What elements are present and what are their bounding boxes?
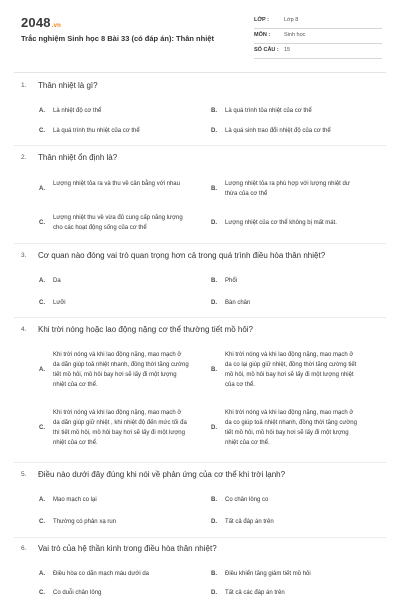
option-text: Phổi — [225, 278, 238, 284]
logo-suffix: .vn — [51, 23, 62, 29]
option-text: Lưỡi — [53, 300, 66, 306]
question-2 — [0, 152, 400, 231]
question-3 — [0, 250, 400, 306]
option-text: Khi trời nóng và khi lao động nặng, mao mạch ở da dãn giúp giữ nhiệt , khi nhiệt độ đến mức tối đa thì tiết mồ hôi, mồ hôi bay hơi sẽ lấy đi một lượng nhiệt của cơ thể. — [53, 410, 187, 446]
question-text: Khi trời nóng hoặc lao động nặng cơ thể thường tiết mồ hôi? — [38, 325, 254, 334]
info-value: 15 — [284, 47, 291, 53]
question-4 — [0, 324, 400, 446]
info-row-subject — [254, 29, 382, 44]
option-letter: B. — [211, 108, 217, 114]
question-head — [0, 80, 400, 94]
option-text: Là quá trình tỏa nhiệt của cơ thể — [225, 108, 312, 114]
option-text: Da — [53, 278, 61, 284]
option-text: Co chân lông co — [225, 497, 269, 503]
option-letter: B. — [211, 571, 217, 577]
page-title: Trắc nghiệm Sinh học 8 Bài 33 (có đáp án): Thân nhiệt — [21, 34, 214, 43]
page-header — [0, 0, 400, 72]
option-letter: D. — [211, 128, 217, 134]
option-letter: C. — [39, 519, 45, 525]
option-letter: D. — [211, 425, 217, 431]
question-divider — [14, 317, 386, 318]
question-head — [0, 152, 400, 166]
option-letter: B. — [211, 186, 217, 192]
option-text: Lượng nhiệt của cơ thể không bị mất mát. — [225, 220, 337, 226]
option-text: Tất cả các đáp án trên — [225, 590, 285, 596]
question-number: 4. — [21, 326, 27, 333]
option-letter: A. — [39, 367, 45, 373]
option-text: Lượng nhiệt thu về vừa đủ cung cấp năng lượng cho các hoạt động sống của cơ thể — [53, 215, 183, 231]
option-text: Là quá sinh trao đổi nhiệt độ của cơ thể — [225, 128, 331, 134]
question-1 — [0, 80, 400, 134]
option-text: Thường có phản xạ run — [53, 519, 116, 525]
option-text: Co duỗi chân lông — [53, 590, 102, 596]
question-text: Điều nào dưới đây đúng khi nói về phản ứng của cơ thể khi trời lạnh? — [38, 470, 286, 479]
question-text: Vai trò của hệ thần kinh trong điều hòa thân nhiệt? — [38, 544, 217, 553]
info-row-class — [254, 14, 382, 29]
option-letter: A. — [39, 571, 45, 577]
question-text: Thân nhiệt ổn định là? — [38, 153, 118, 162]
question-number: 1. — [21, 82, 27, 89]
question-divider — [14, 145, 386, 146]
header-divider — [14, 72, 386, 73]
question-5 — [0, 469, 400, 525]
option-text: Khi trời nóng và khi lao động nặng, mao mạch ở da dãn giúp toả nhiệt nhanh, đồng thời tăng cường tiết mồ hôi, mồ hôi bay hơi sẽ lấy đi một lượng nhiệt của cơ thể. — [53, 352, 189, 388]
info-table — [254, 14, 382, 59]
option-text: Điều hòa co dãn mạch máu dưới da — [53, 571, 150, 577]
option-letter: B. — [211, 278, 217, 284]
option-letter: D. — [211, 519, 217, 525]
question-head — [0, 469, 400, 483]
info-value: Sinh học — [284, 32, 306, 38]
option-letter: B. — [211, 497, 217, 503]
question-text: Thân nhiệt là gì? — [38, 81, 98, 90]
option-letter: C. — [39, 128, 45, 134]
option-text: Mao mạch co lại — [53, 497, 97, 503]
question-head — [0, 543, 400, 557]
option-letter: D. — [211, 590, 217, 596]
question-number: 3. — [21, 252, 27, 259]
info-key: SỐ CÂU : — [254, 47, 279, 53]
option-letter: A. — [39, 497, 45, 503]
option-text: Lượng nhiệt tỏa ra và thu về cân bằng với nhau — [53, 181, 180, 187]
option-letter: C. — [39, 300, 45, 306]
question-head — [0, 250, 400, 264]
site-logo[interactable] — [21, 15, 61, 30]
option-letter: D. — [211, 300, 217, 306]
option-letter: A. — [39, 186, 45, 192]
logo-text: 2048 — [21, 15, 51, 30]
info-value: Lớp 8 — [284, 17, 299, 23]
option-letter: C. — [39, 590, 45, 596]
question-text: Cơ quan nào đóng vai trò quan trọng hơn cả trong quá trình điều hòa thân nhiệt? — [38, 251, 326, 260]
question-head — [0, 324, 400, 338]
info-row-count — [254, 44, 382, 59]
question-divider — [14, 462, 386, 463]
option-text: Là quá trình thu nhiệt của cơ thể — [53, 128, 140, 134]
question-number: 6. — [21, 545, 27, 552]
option-letter: A. — [39, 108, 45, 114]
option-letter: B. — [211, 367, 217, 373]
info-key: LỚP : — [254, 17, 269, 23]
question-divider — [14, 537, 386, 538]
option-text: Khi trời nóng và khi lao động nặng, mao mạch ở da co lại giúp giữ nhiệt, đồng thời tăng cường tiết mồ hôi, mồ hôi bay hơi sẽ lấy đi một lượng nhiệt của cơ thể. — [225, 352, 357, 388]
question-divider — [14, 243, 386, 244]
question-number: 2. — [21, 154, 27, 161]
info-key: MÔN : — [254, 32, 271, 38]
option-text: Lượng nhiệt tỏa ra phù hợp với lượng nhiệt dư thừa của cơ thể — [225, 181, 350, 197]
option-text: Điều khiển tăng giảm tiết mồ hôi — [225, 571, 311, 577]
option-text: Tất cả đáp án trên — [225, 519, 274, 525]
option-letter: D. — [211, 220, 217, 226]
option-letter: C. — [39, 220, 45, 226]
option-text: Là nhiệt độ cơ thể — [53, 108, 102, 114]
option-letter: C. — [39, 425, 45, 431]
question-6 — [0, 543, 400, 596]
question-number: 5. — [21, 471, 27, 478]
option-text: Bàn chân — [225, 300, 251, 306]
option-text: Khi trời nóng và khi lao động nặng, mao mạch ở da co giúp toả nhiệt nhanh, đồng thời tăng cường tiết mồ hôi, mồ hôi bay hơi sẽ lấy đi một lượng nhiệt của cơ thể. — [225, 410, 357, 446]
option-letter: A. — [39, 278, 45, 284]
